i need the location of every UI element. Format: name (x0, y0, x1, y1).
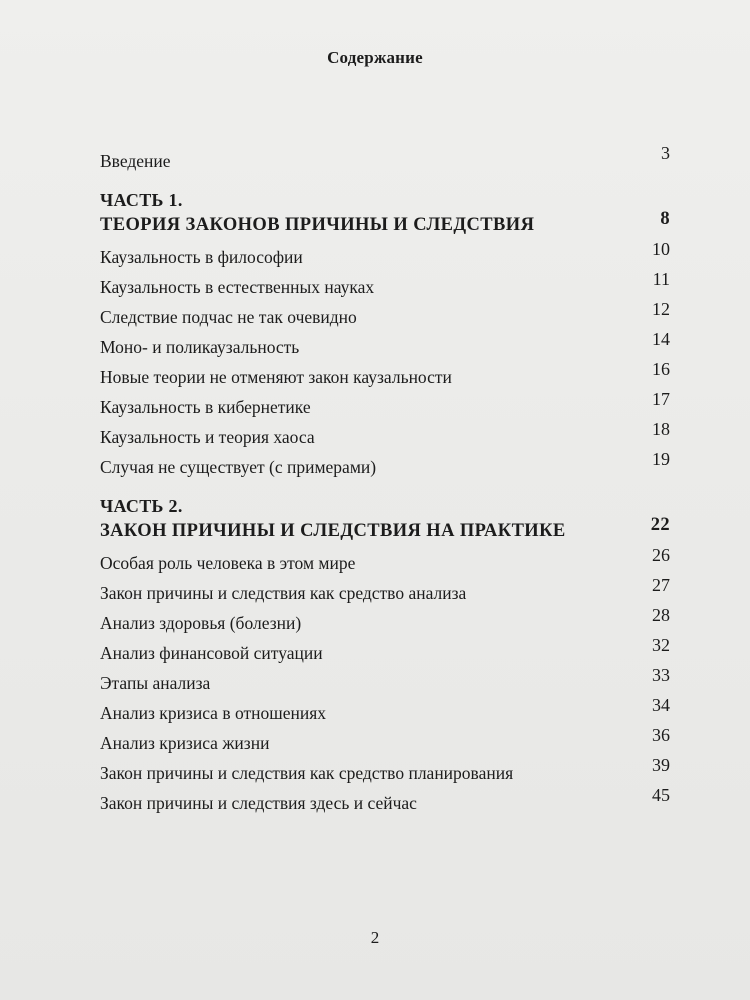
toc-entry-label: Закон причины и следствия как средство планирования (100, 763, 514, 783)
toc-entry (100, 575, 680, 608)
toc-entry (100, 725, 680, 758)
toc-entry (100, 695, 680, 728)
part-title: ЗАКОН ПРИЧИНЫ И СЛЕДСТВИЯ НА ПРАКТИКЕ (100, 521, 566, 541)
toc-entry-page: 32 (652, 635, 670, 655)
toc-entry-page: 45 (652, 785, 670, 805)
toc-entry (100, 545, 680, 578)
toc-entry-page: 12 (652, 299, 670, 319)
toc-entry-label: Анализ здоровья (болезни) (100, 613, 302, 633)
toc-entry-label: Новые теории не отменяют закон каузальности (100, 367, 452, 387)
toc-entry-page: 36 (652, 725, 670, 745)
toc-entry-label: Случая не существует (с примерами) (100, 457, 377, 477)
part-1 (100, 188, 680, 242)
toc-entry-page: 16 (652, 359, 670, 379)
toc-entry (100, 665, 680, 698)
part-heading: ЧАСТЬ 2. (100, 496, 183, 516)
toc-entry-page: 26 (652, 545, 670, 565)
toc-entry-label: Анализ финансовой ситуации (100, 643, 323, 663)
toc-entry-intro (100, 143, 680, 176)
toc-entry-label: Закон причины и следствия как средство анализа (100, 583, 467, 603)
toc-entry-label: Моно- и поликаузальность (100, 337, 300, 357)
toc-entry-label: Каузальность в философии (100, 247, 303, 267)
toc-entry (100, 239, 680, 272)
toc-entry (100, 785, 680, 818)
toc-entry-label: Каузальность в естественных науках (100, 277, 375, 297)
toc-entry-page: 27 (652, 575, 670, 595)
toc-entry-page: 34 (652, 695, 670, 715)
toc-entry-label: Введение (100, 151, 171, 171)
table-of-contents (100, 143, 680, 818)
part-title-row (100, 515, 680, 548)
toc-entry-page: 33 (652, 665, 670, 685)
page-number: 2 (370, 928, 380, 947)
toc-entry-page: 17 (652, 389, 670, 409)
page-title: Содержание (327, 48, 423, 67)
part-2 (100, 494, 680, 548)
toc-entry-page: 19 (652, 449, 670, 469)
toc-entry-label: Закон причины и следствия здесь и сейчас (100, 793, 417, 813)
toc-entry-label: Анализ кризиса в отношениях (100, 703, 327, 723)
part-page: 8 (660, 209, 670, 229)
toc-entry (100, 299, 680, 332)
toc-entry-page: 39 (652, 755, 670, 775)
toc-entry-page: 28 (652, 605, 670, 625)
toc-entry-label: Этапы анализа (100, 673, 211, 693)
toc-entry-page: 10 (652, 239, 670, 259)
toc-entry-label: Анализ кризиса жизни (100, 733, 270, 753)
toc-entry (100, 269, 680, 302)
toc-entry-page: 18 (652, 419, 670, 439)
toc-entry-page: 3 (661, 143, 670, 163)
part-page: 22 (650, 515, 670, 535)
toc-entry (100, 389, 680, 422)
toc-entry-page: 14 (652, 329, 670, 349)
toc-entry-label: Каузальность и теория хаоса (100, 427, 315, 447)
toc-entry (100, 419, 680, 452)
part-heading: ЧАСТЬ 1. (100, 190, 183, 210)
toc-entry (100, 329, 680, 362)
toc-entry (100, 359, 680, 392)
toc-entry-label: Особая роль человека в этом мире (100, 553, 356, 573)
toc-entry (100, 605, 680, 638)
part-title: ТЕОРИЯ ЗАКОНОВ ПРИЧИНЫ И СЛЕДСТВИЯ (100, 215, 535, 235)
toc-entry-label: Следствие подчас не так очевидно (100, 307, 357, 327)
toc-entry (100, 449, 680, 482)
toc-entry (100, 635, 680, 668)
toc-entry-page: 11 (652, 269, 670, 289)
toc-entry-label: Каузальность в кибернетике (100, 397, 311, 417)
toc-entry (100, 755, 680, 788)
part-title-row (100, 209, 680, 242)
